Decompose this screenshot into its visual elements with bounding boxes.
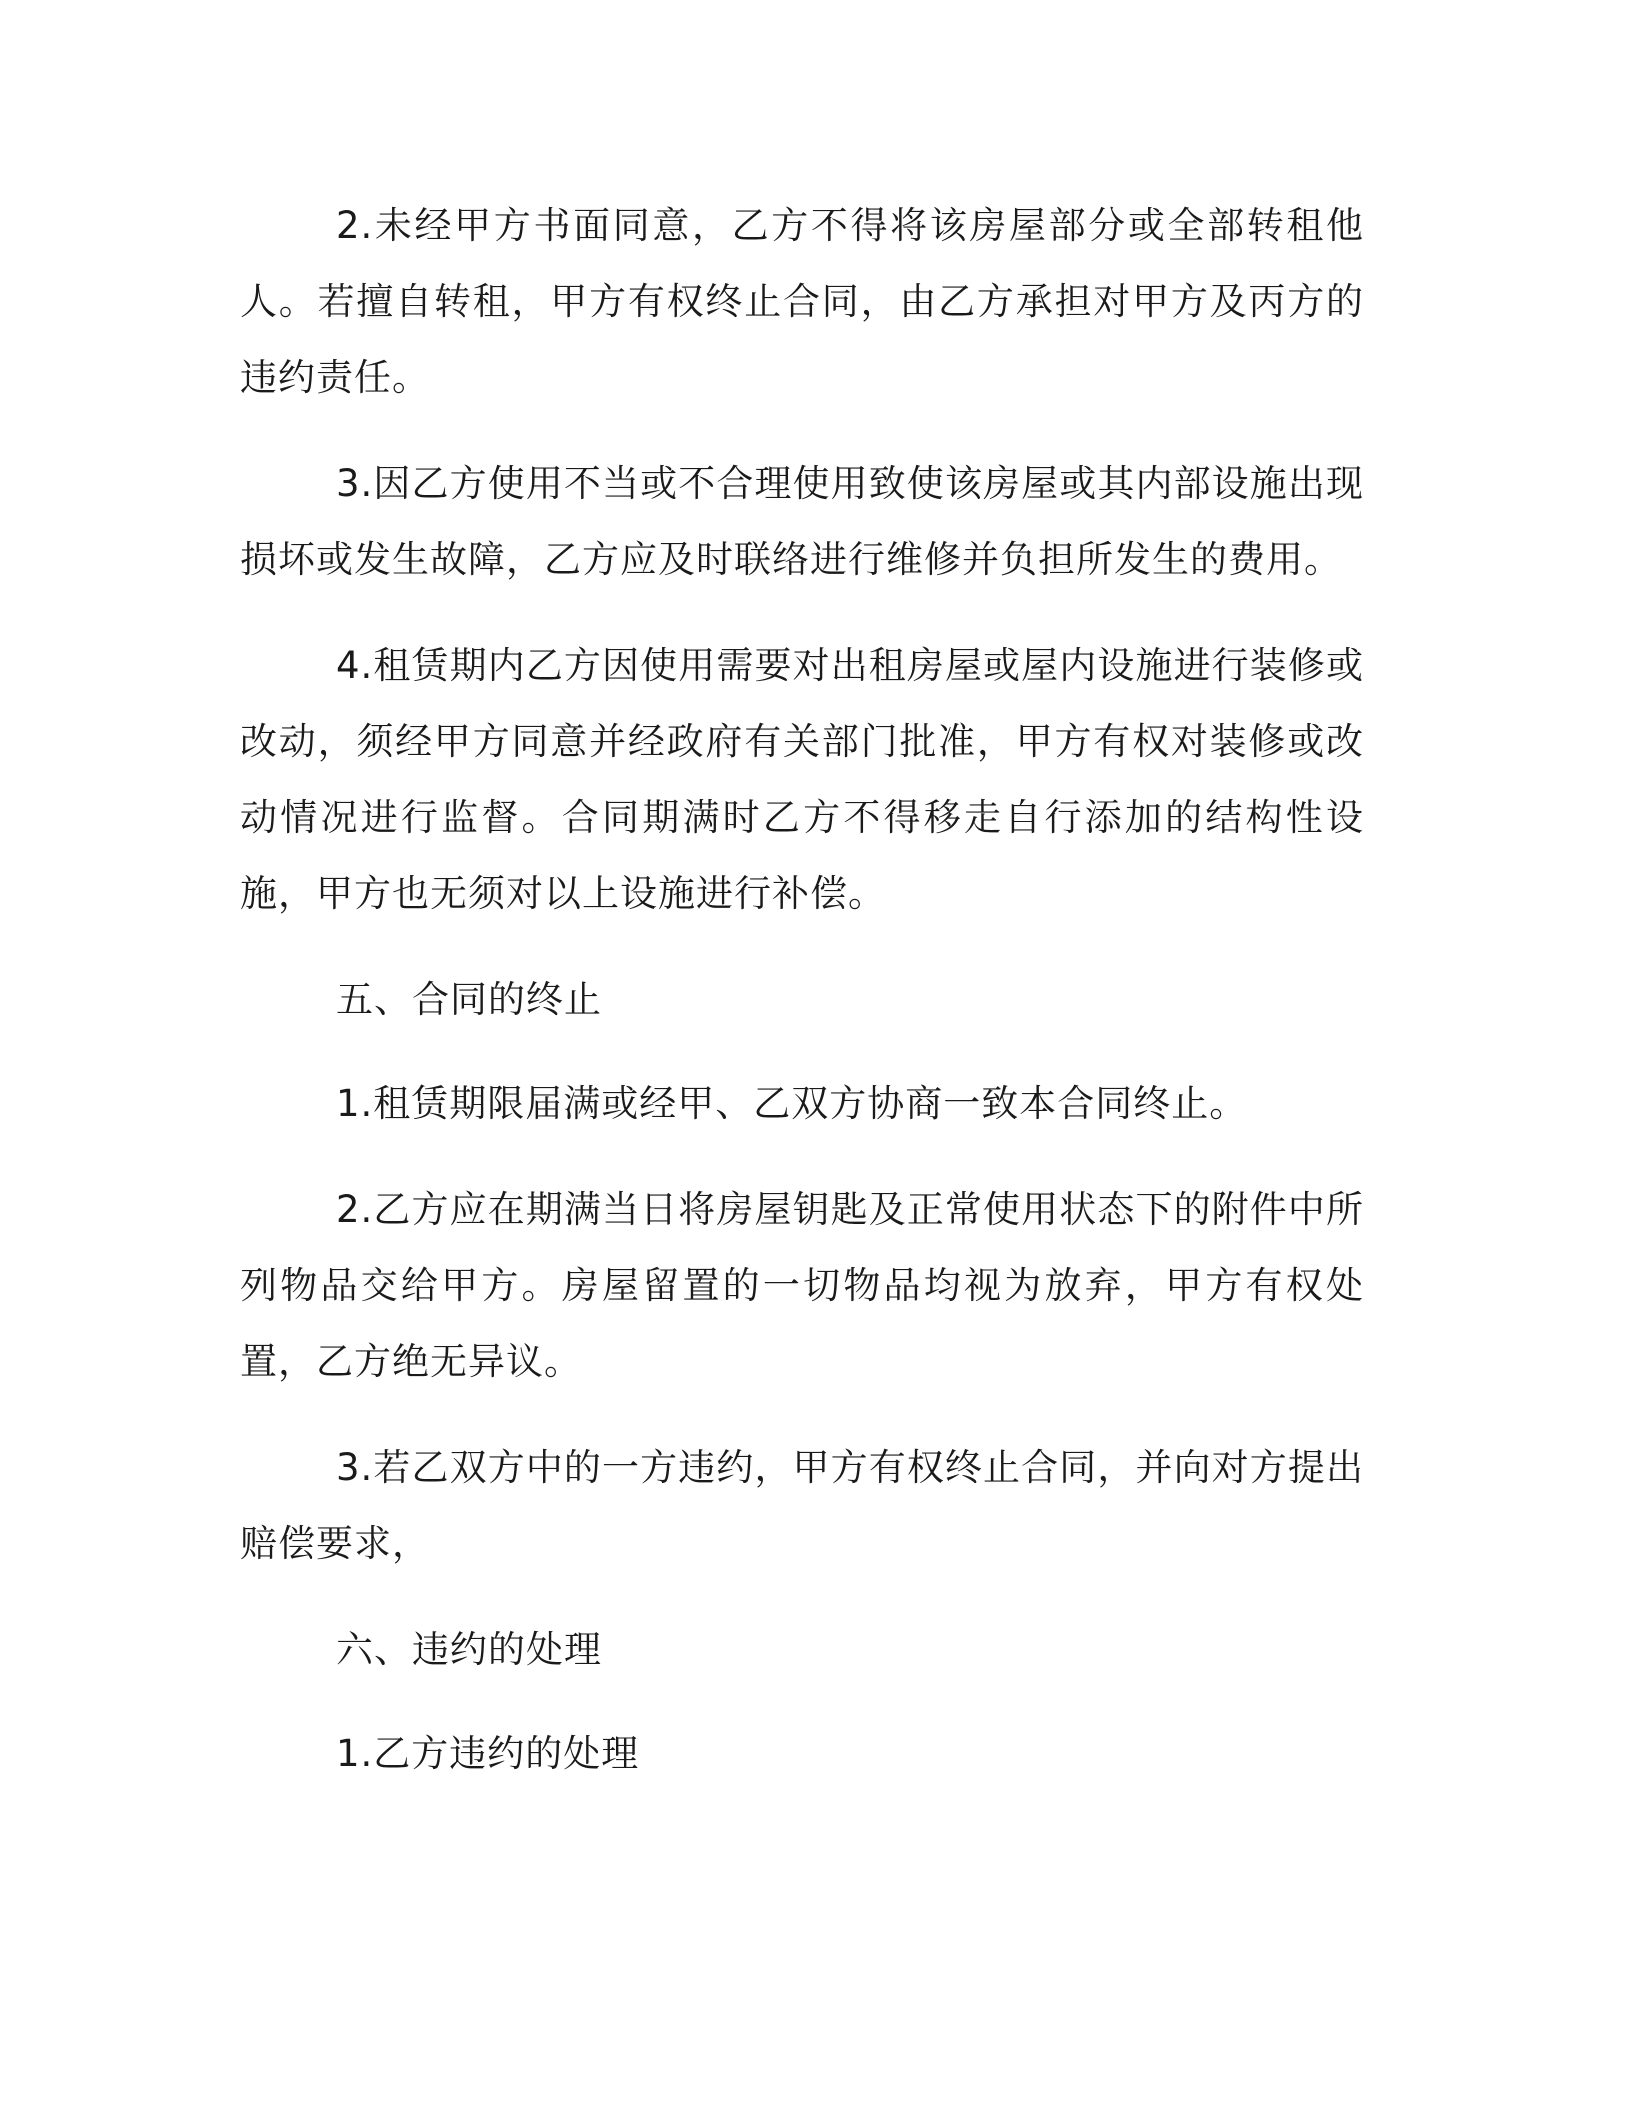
clause-paragraph: 3.若乙双方中的一方违约，甲方有权终止合同，并向对方提出赔偿要求， xyxy=(240,1446,1364,1565)
clause-paragraph: 1.乙方违约的处理 xyxy=(336,1732,640,1775)
section-heading: 五、合同的终止 xyxy=(336,978,602,1021)
clause-paragraph: 2.乙方应在期满当日将房屋钥匙及正常使用状态下的附件中所列物品交给甲方。房屋留置的一切物品均视为放弃，甲方有权处置，乙方绝无异议。 xyxy=(240,1188,1364,1383)
clause-paragraph: 4.租赁期内乙方因使用需要对出租房屋或屋内设施进行装修或改动，须经甲方同意并经政府有关部门批准，甲方有权对装修或改动情况进行监督。合同期满时乙方不得移走自行添加的结构性设施，甲方也无须对以上设施进行补偿。 xyxy=(240,644,1364,915)
section-heading: 六、违约的处理 xyxy=(336,1628,602,1671)
clause-paragraph: 1.租赁期限届满或经甲、乙双方协商一致本合同终止。 xyxy=(336,1082,1248,1125)
clause-paragraph: 2.未经甲方书面同意，乙方不得将该房屋部分或全部转租他人。若擅自转租，甲方有权终止合同，由乙方承担对甲方及丙方的违约责任。 xyxy=(240,204,1364,399)
clause-paragraph: 3.因乙方使用不当或不合理使用致使该房屋或其内部设施出现损坏或发生故障，乙方应及时联络进行维修并负担所发生的费用。 xyxy=(240,462,1364,581)
document-body xyxy=(240,188,1364,1822)
